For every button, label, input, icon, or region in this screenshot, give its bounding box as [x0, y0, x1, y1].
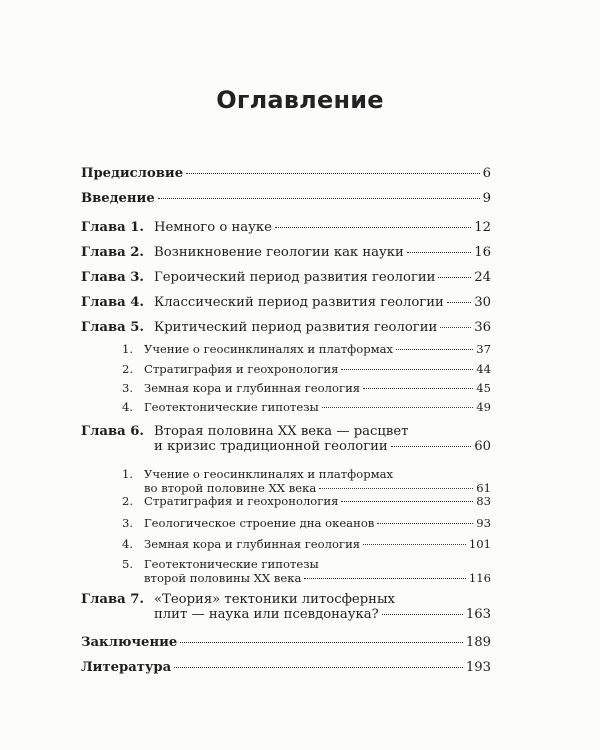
- section-number: 1.: [121, 342, 133, 356]
- page-number: 44: [476, 362, 491, 376]
- toc-subentry[interactable]: [121, 537, 491, 551]
- dot-leader: [158, 198, 480, 199]
- toc-entry-chapter-4[interactable]: [81, 295, 491, 310]
- page-number: 101: [468, 537, 491, 551]
- dot-leader: [377, 523, 473, 524]
- section-title-line-2: во второй половине ХХ века: [144, 481, 317, 495]
- chapter-prefix: Глава 3.: [81, 270, 145, 285]
- chapter-title-line-1: Вторая половина ХХ века — расцвет: [154, 424, 409, 439]
- chapter-prefix: Глава 4.: [81, 295, 145, 310]
- dot-leader: [363, 544, 466, 545]
- page-number: 49: [476, 400, 491, 414]
- dot-leader: [407, 252, 471, 253]
- chapter-title: Классический период развития геологии: [154, 295, 444, 310]
- page-number: 36: [474, 320, 491, 335]
- entry-label: Литература: [81, 660, 172, 675]
- toc-entry-literature[interactable]: [81, 660, 491, 675]
- toc-subentry[interactable]: [121, 342, 491, 356]
- dot-leader: [391, 446, 472, 447]
- toc-entry-conclusion[interactable]: [81, 635, 491, 650]
- page-number: 61: [476, 481, 491, 495]
- section-number: 2.: [121, 362, 133, 376]
- toc-entry-chapter-2[interactable]: [81, 245, 491, 260]
- chapter-title: Немного о науке: [154, 220, 272, 235]
- section-number: 1.: [121, 467, 133, 481]
- chapter-prefix: Глава 6.: [81, 424, 145, 439]
- toc-subentry[interactable]: [121, 494, 491, 508]
- toc-entry-chapter-6[interactable]: [81, 424, 491, 454]
- dot-leader: [180, 642, 463, 643]
- section-number: 3.: [121, 516, 133, 530]
- chapter-prefix: Глава 1.: [81, 220, 145, 235]
- dot-leader: [275, 227, 471, 228]
- chapter-title: Критический период развития геологии: [154, 320, 438, 335]
- section-number: 2.: [121, 494, 133, 508]
- page-number: 37: [476, 342, 491, 356]
- section-title: Земная кора и глубинная геология: [144, 537, 361, 551]
- entry-label: Заключение: [81, 635, 178, 650]
- dot-leader: [341, 369, 473, 370]
- dot-leader: [341, 501, 473, 502]
- chapter-prefix: Глава 5.: [81, 320, 145, 335]
- toc-subentry[interactable]: [121, 516, 491, 530]
- dot-leader: [396, 349, 473, 350]
- dot-leader: [438, 277, 471, 278]
- page-number: 24: [474, 270, 491, 285]
- toc-entry-chapter-1[interactable]: [81, 220, 491, 235]
- toc-subentry[interactable]: [121, 381, 491, 395]
- section-number: 5.: [121, 557, 133, 571]
- page-number: 45: [476, 381, 491, 395]
- section-title-line-1: Геотектонические гипотезы: [144, 557, 319, 571]
- toc-entry-intro[interactable]: [81, 191, 491, 206]
- page-number: 163: [465, 607, 491, 622]
- dot-leader: [447, 302, 471, 303]
- section-title-line-1: Учение о геосинклиналях и платформах: [144, 467, 394, 481]
- section-number: 3.: [121, 381, 133, 395]
- page-number: 30: [474, 295, 491, 310]
- chapter-prefix: Глава 2.: [81, 245, 145, 260]
- section-number: 4.: [121, 537, 133, 551]
- dot-leader: [322, 407, 473, 408]
- toc-entry-chapter-7[interactable]: [81, 592, 491, 622]
- page-number: 93: [476, 516, 491, 530]
- toc-entry-chapter-5[interactable]: [81, 320, 491, 335]
- dot-leader: [304, 578, 465, 579]
- toc-subentry[interactable]: [121, 400, 491, 414]
- page-number: 6: [482, 166, 491, 181]
- page-title: Оглавление: [216, 86, 384, 114]
- section-title-line-2: второй половины ХХ века: [144, 571, 302, 585]
- page-number: 116: [468, 571, 491, 585]
- dot-leader: [319, 488, 473, 489]
- dot-leader: [186, 173, 480, 174]
- page-number: 189: [465, 635, 491, 650]
- dot-leader: [382, 614, 463, 615]
- page-number: 16: [474, 245, 491, 260]
- dot-leader: [363, 388, 473, 389]
- chapter-title-line-1: «Теория» тектоники литосферных: [154, 592, 395, 607]
- chapter-title-line-2: и кризис традиционной геологии: [154, 439, 388, 454]
- section-title: Стратиграфия и геохронология: [144, 362, 339, 376]
- page-number: 193: [465, 660, 491, 675]
- section-title: Геотектонические гипотезы: [144, 400, 319, 414]
- page-number: 9: [482, 191, 491, 206]
- toc-subentry[interactable]: [121, 557, 491, 585]
- toc-entry-chapter-3[interactable]: [81, 270, 491, 285]
- section-number: 4.: [121, 400, 133, 414]
- page-number: 60: [474, 439, 491, 454]
- toc-subentry[interactable]: [121, 362, 491, 376]
- toc-entry-preface[interactable]: [81, 166, 491, 181]
- entry-label: Введение: [81, 191, 155, 206]
- dot-leader: [174, 667, 463, 668]
- entry-label: Предисловие: [81, 166, 184, 181]
- section-title: Геологическое строение дна океанов: [144, 516, 375, 530]
- section-title: Учение о геосинклиналях и платформах: [144, 342, 394, 356]
- page-number: 83: [476, 494, 491, 508]
- chapter-prefix: Глава 7.: [81, 592, 145, 607]
- dot-leader: [440, 327, 471, 328]
- chapter-title-line-2: плит — наука или псевдонаука?: [154, 607, 379, 622]
- chapter-title: Героический период развития геологии: [154, 270, 436, 285]
- section-title: Земная кора и глубинная геология: [144, 381, 361, 395]
- chapter-title: Возникновение геологии как науки: [154, 245, 404, 260]
- page-number: 12: [474, 220, 491, 235]
- toc-subentry[interactable]: [121, 467, 491, 495]
- section-title: Стратиграфия и геохронология: [144, 494, 339, 508]
